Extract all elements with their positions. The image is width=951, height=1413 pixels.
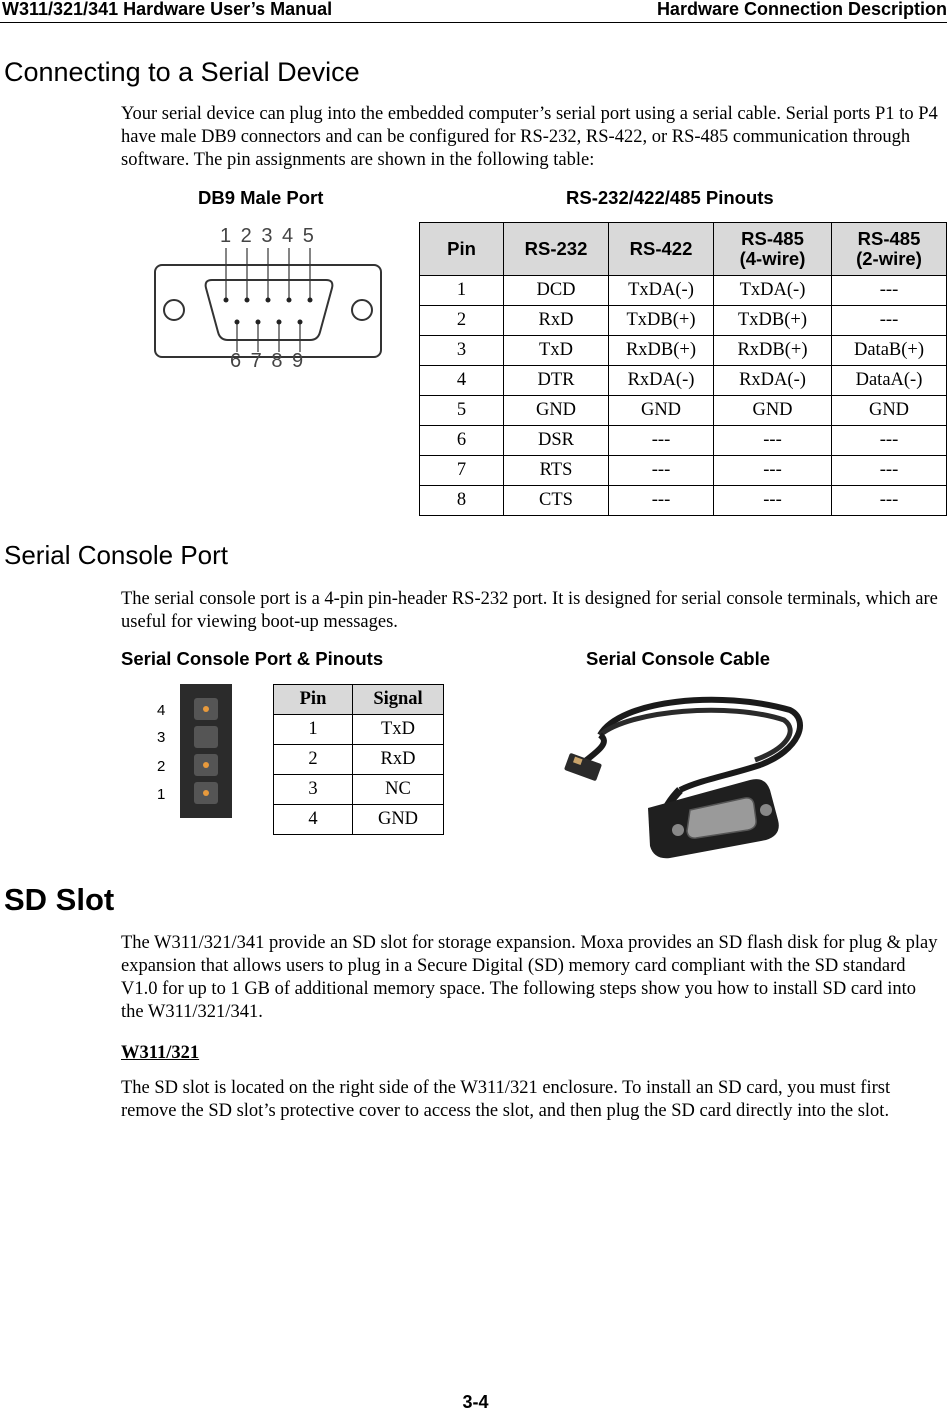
table-cell: DTR xyxy=(504,366,609,396)
table-row xyxy=(420,396,947,426)
db9-pins xyxy=(224,298,313,325)
pin-label-2: 2 xyxy=(157,758,166,775)
table-cell: RxDA(-) xyxy=(609,366,714,396)
page-number: 3-4 xyxy=(462,1392,489,1412)
table-cell: TxD xyxy=(504,336,609,366)
table-cell: --- xyxy=(832,486,947,516)
table-cell: 2 xyxy=(420,306,504,336)
serial-console-cable-image xyxy=(560,680,810,860)
table-cell: --- xyxy=(832,456,947,486)
chapter-title: Hardware Connection Description xyxy=(656,0,947,19)
pin-header-body xyxy=(180,684,232,818)
table-header-row xyxy=(420,223,947,276)
table-cell: GND xyxy=(353,805,444,835)
table-cell: GND xyxy=(609,396,714,426)
console-pinout-table xyxy=(273,684,444,835)
table-cell: 8 xyxy=(420,486,504,516)
table-cell: --- xyxy=(714,486,832,516)
table-cell: GND xyxy=(832,396,947,426)
pin-4-contact xyxy=(194,698,218,720)
table-cell: --- xyxy=(714,426,832,456)
col-header-signal: Signal xyxy=(353,685,444,715)
table-cell: CTS xyxy=(504,486,609,516)
table-cell: --- xyxy=(714,456,832,486)
db9-bottom-pin-labels: 6 7 8 9 xyxy=(230,350,306,372)
table-cell: TxDB(+) xyxy=(609,306,714,336)
table-cell: 3 xyxy=(274,775,353,805)
table-cell: --- xyxy=(609,426,714,456)
serial-device-paragraph: Your serial device can plug into the embedded computer’s serial port using a serial cable. Serial ports P1 to P4 have male DB9 connectors and can be configured for RS-232, RS-422, or RS-485 communication through software. The pin assignments are shown in the following table: xyxy=(121,104,938,170)
table-cell: TxD xyxy=(353,715,444,745)
table-cell: RxD xyxy=(504,306,609,336)
db9-d-shape xyxy=(206,280,333,340)
table-cell: 6 xyxy=(420,426,504,456)
sd-subheading: W311/321 xyxy=(121,1043,200,1063)
table-cell: 2 xyxy=(274,745,353,775)
pin-3-contact xyxy=(194,726,218,748)
table-cell: RTS xyxy=(504,456,609,486)
table-cell: RxDB(+) xyxy=(609,336,714,366)
table-row xyxy=(274,745,444,775)
col-header-rs485-2wire: RS-485 (2-wire) xyxy=(832,223,947,276)
console-pin-header-diagram xyxy=(150,684,234,818)
table-cell: RxDA(-) xyxy=(714,366,832,396)
pin-2-contact xyxy=(194,754,218,776)
table-cell: RxDB(+) xyxy=(714,336,832,366)
db9-screw-left xyxy=(164,300,184,320)
console-port-caption: Serial Console Port & Pinouts xyxy=(121,648,384,669)
table-cell: GND xyxy=(714,396,832,426)
col-header-rs232: RS-232 xyxy=(504,223,609,276)
col-header-rs485-4wire: RS-485 (4-wire) xyxy=(714,223,832,276)
table-cell: DataA(-) xyxy=(832,366,947,396)
table-row xyxy=(420,486,947,516)
table-cell: 1 xyxy=(420,276,504,306)
col-header-rs422: RS-422 xyxy=(609,223,714,276)
table-cell: RxD xyxy=(353,745,444,775)
table-row xyxy=(274,715,444,745)
console-cable-caption: Serial Console Cable xyxy=(586,648,771,669)
console-paragraph: The serial console port is a 4-pin pin-header RS-232 port. It is designed for serial console terminals, which are useful for viewing boot-up messages. xyxy=(121,589,938,632)
pin-label-4: 4 xyxy=(157,702,166,719)
pin-label-1: 1 xyxy=(157,786,166,803)
table-cell: --- xyxy=(609,486,714,516)
sd-sub-paragraph: The SD slot is located on the right side of the W311/321 enclosure. To install an SD card, you must first remove the SD slot’s protective cover to access the slot, and then plug the SD card directly into the slot. xyxy=(121,1078,891,1121)
col-header-pin: Pin xyxy=(274,685,353,715)
table-row xyxy=(274,805,444,835)
table-row xyxy=(420,366,947,396)
table-row xyxy=(274,775,444,805)
table-cell: TxDA(-) xyxy=(714,276,832,306)
sd-paragraph: The W311/321/341 provide an SD slot for storage expansion. Moxa provides an SD flash disk for plug & play expansion that allows users to plug in a Secure Digital (SD) memory card compliant with the SD standard V1.0 for up to 1 GB of additional memory space. The following steps show you how to install SD card into the W311/321/341. xyxy=(121,933,938,1022)
table-row xyxy=(420,276,947,306)
table-header-row xyxy=(274,685,444,715)
rs-pinout-table xyxy=(419,222,947,516)
table-cell: 1 xyxy=(274,715,353,745)
table-row xyxy=(420,336,947,366)
table-cell: DCD xyxy=(504,276,609,306)
section-title-sd-slot: SD Slot xyxy=(4,882,115,917)
table-cell: DSR xyxy=(504,426,609,456)
pin-1-contact xyxy=(194,782,218,804)
section-title-serial-device: Connecting to a Serial Device xyxy=(4,57,360,87)
sd-subheading-wrap xyxy=(121,1042,941,1065)
table-cell: --- xyxy=(832,426,947,456)
table-cell: --- xyxy=(832,306,947,336)
pinout-caption: RS-232/422/485 Pinouts xyxy=(566,187,774,208)
table-row xyxy=(420,306,947,336)
table-cell: 5 xyxy=(420,396,504,426)
db9-top-pin-labels: 1 2 3 4 5 xyxy=(220,225,316,247)
manual-title: W311/321/341 Hardware User’s Manual xyxy=(2,0,333,19)
table-cell: GND xyxy=(504,396,609,426)
section-title-console: Serial Console Port xyxy=(4,540,228,570)
page-header xyxy=(0,0,947,23)
table-cell: NC xyxy=(353,775,444,805)
table-cell: --- xyxy=(832,276,947,306)
col-header-pin: Pin xyxy=(420,223,504,276)
table-cell: TxDA(-) xyxy=(609,276,714,306)
table-cell: 3 xyxy=(420,336,504,366)
table-cell: --- xyxy=(609,456,714,486)
table-cell: 4 xyxy=(274,805,353,835)
db9-connector-diagram xyxy=(150,220,390,380)
table-cell: 4 xyxy=(420,366,504,396)
table-row xyxy=(420,426,947,456)
table-cell: DataB(+) xyxy=(832,336,947,366)
table-row xyxy=(420,456,947,486)
pin-label-3: 3 xyxy=(157,729,166,746)
db9-caption: DB9 Male Port xyxy=(198,187,324,208)
db9-screw-right xyxy=(352,300,372,320)
table-cell: TxDB(+) xyxy=(714,306,832,336)
table-cell: 7 xyxy=(420,456,504,486)
